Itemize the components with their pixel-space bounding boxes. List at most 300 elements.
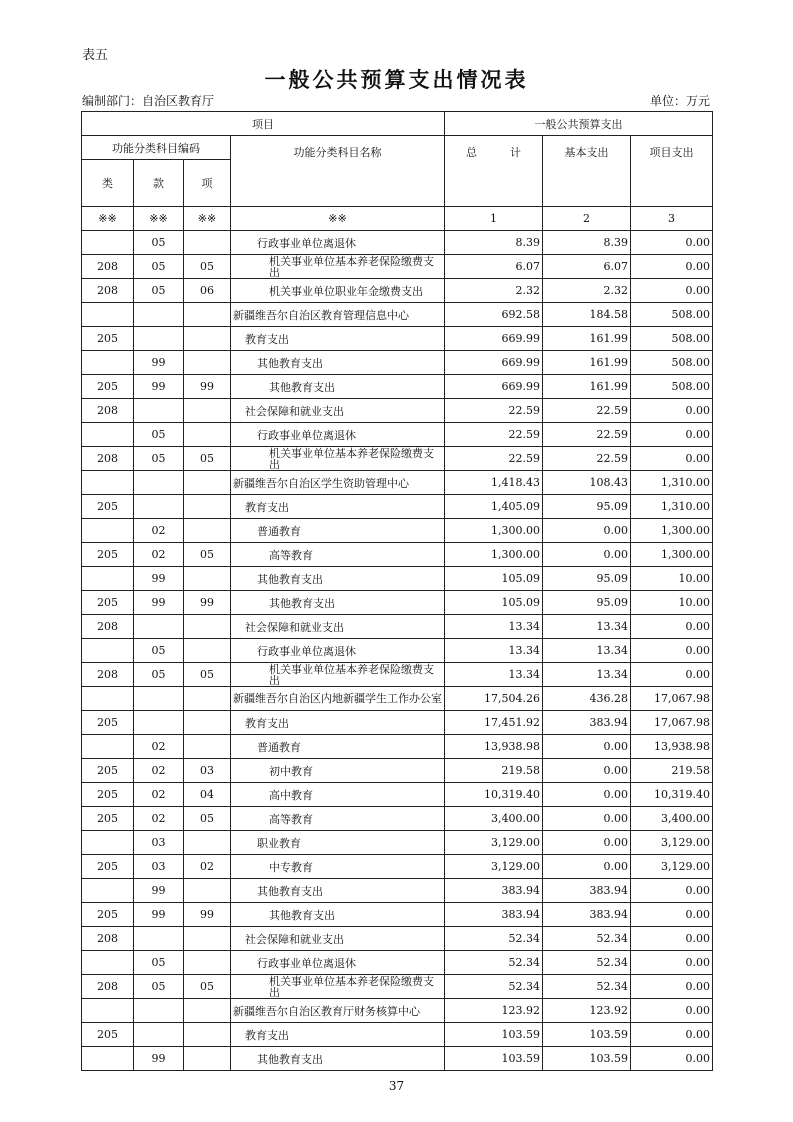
project-cell: 0.00 — [631, 663, 713, 687]
code-lei-cell: 208 — [82, 399, 134, 423]
project-cell: 3,129.00 — [631, 855, 713, 879]
code-kuan-cell — [134, 687, 184, 711]
project-cell: 0.00 — [631, 951, 713, 975]
code-kuan-cell: 03 — [134, 831, 184, 855]
code-xiang-cell — [184, 999, 231, 1023]
code-lei-cell: 205 — [82, 375, 134, 399]
basic-cell: 95.09 — [543, 567, 631, 591]
code-kuan-cell — [134, 1023, 184, 1047]
code-kuan-cell: 99 — [134, 591, 184, 615]
code-xiang-cell — [184, 495, 231, 519]
table-row — [82, 855, 713, 879]
code-lei-cell: 205 — [82, 903, 134, 927]
table-row — [82, 783, 713, 807]
code-xiang-cell: 05 — [184, 663, 231, 687]
basic-cell: 103.59 — [543, 1023, 631, 1047]
basic-cell: 108.43 — [543, 471, 631, 495]
project-cell: 17,067.98 — [631, 687, 713, 711]
project-cell: 0.00 — [631, 1023, 713, 1047]
code-kuan-cell: 03 — [134, 855, 184, 879]
total-cell: 17,504.26 — [445, 687, 543, 711]
item-name-cell: 新疆维吾尔自治区内地新疆学生工作办公室 — [231, 687, 445, 711]
total-cell: 383.94 — [445, 879, 543, 903]
code-kuan-cell — [134, 615, 184, 639]
table-row — [82, 255, 713, 279]
basic-cell: 95.09 — [543, 495, 631, 519]
project-cell: 0.00 — [631, 975, 713, 999]
code-xiang-cell — [184, 687, 231, 711]
item-name-cell: 其他教育支出 — [231, 375, 445, 399]
code-xiang-cell: 05 — [184, 975, 231, 999]
total-cell: 1,300.00 — [445, 543, 543, 567]
code-xiang-cell: 99 — [184, 903, 231, 927]
header-code-group: 功能分类科目编码 — [82, 136, 231, 160]
basic-cell: 95.09 — [543, 591, 631, 615]
basic-cell: 123.92 — [543, 999, 631, 1023]
total-cell: 17,451.92 — [445, 711, 543, 735]
code-lei-cell — [82, 879, 134, 903]
code-kuan-cell — [134, 303, 184, 327]
total-cell: 103.59 — [445, 1047, 543, 1071]
basic-cell: 52.34 — [543, 975, 631, 999]
total-cell: 22.59 — [445, 399, 543, 423]
project-cell: 508.00 — [631, 327, 713, 351]
code-kuan-cell — [134, 927, 184, 951]
table-row — [82, 495, 713, 519]
code-xiang-cell — [184, 231, 231, 255]
total-cell: 383.94 — [445, 903, 543, 927]
code-xiang-cell — [184, 399, 231, 423]
table-row — [82, 759, 713, 783]
item-name-cell: 机关事业单位基本养老保险缴费支出 — [231, 255, 445, 279]
code-lei-cell: 205 — [82, 783, 134, 807]
project-cell: 17,067.98 — [631, 711, 713, 735]
code-xiang-cell — [184, 351, 231, 375]
code-lei-cell: 205 — [82, 759, 134, 783]
code-kuan-cell: 02 — [134, 543, 184, 567]
mark-kuan: ※※ — [134, 207, 184, 231]
item-name-cell: 其他教育支出 — [231, 903, 445, 927]
item-name-cell: 社会保障和就业支出 — [231, 927, 445, 951]
item-name-cell: 中专教育 — [231, 855, 445, 879]
basic-cell: 22.59 — [543, 423, 631, 447]
table-row — [82, 231, 713, 255]
code-xiang-cell: 02 — [184, 855, 231, 879]
code-kuan-cell: 99 — [134, 375, 184, 399]
code-lei-cell: 205 — [82, 711, 134, 735]
project-cell: 0.00 — [631, 279, 713, 303]
code-kuan-cell: 05 — [134, 447, 184, 471]
total-cell: 52.34 — [445, 927, 543, 951]
code-kuan-cell: 05 — [134, 279, 184, 303]
table-row — [82, 1023, 713, 1047]
item-name-cell: 其他教育支出 — [231, 351, 445, 375]
total-cell: 13,938.98 — [445, 735, 543, 759]
code-lei-cell: 208 — [82, 615, 134, 639]
basic-cell: 0.00 — [543, 783, 631, 807]
code-lei-cell — [82, 519, 134, 543]
total-cell: 103.59 — [445, 1023, 543, 1047]
basic-cell: 161.99 — [543, 327, 631, 351]
basic-cell: 436.28 — [543, 687, 631, 711]
code-kuan-cell — [134, 495, 184, 519]
table-row — [82, 351, 713, 375]
total-cell: 22.59 — [445, 447, 543, 471]
table-row — [82, 735, 713, 759]
basic-cell: 0.00 — [543, 543, 631, 567]
total-cell: 2.32 — [445, 279, 543, 303]
total-cell: 105.09 — [445, 567, 543, 591]
project-cell: 0.00 — [631, 399, 713, 423]
code-kuan-cell: 05 — [134, 231, 184, 255]
code-xiang-cell — [184, 303, 231, 327]
code-kuan-cell: 99 — [134, 879, 184, 903]
basic-cell: 52.34 — [543, 951, 631, 975]
item-name-cell: 机关事业单位基本养老保险缴费支出 — [231, 975, 445, 999]
total-cell: 1,418.43 — [445, 471, 543, 495]
code-kuan-cell — [134, 399, 184, 423]
table-row — [82, 567, 713, 591]
code-lei-cell: 205 — [82, 495, 134, 519]
code-lei-cell — [82, 567, 134, 591]
basic-cell: 103.59 — [543, 1047, 631, 1071]
code-lei-cell: 208 — [82, 447, 134, 471]
item-name-cell: 教育支出 — [231, 1023, 445, 1047]
item-name-cell: 机关事业单位基本养老保险缴费支出 — [231, 663, 445, 687]
code-xiang-cell: 99 — [184, 375, 231, 399]
mark-xiang: ※※ — [184, 207, 231, 231]
basic-cell: 52.34 — [543, 927, 631, 951]
basic-cell: 0.00 — [543, 519, 631, 543]
index-2: 2 — [543, 207, 631, 231]
code-xiang-cell — [184, 927, 231, 951]
table-row — [82, 831, 713, 855]
item-name-cell: 社会保障和就业支出 — [231, 399, 445, 423]
basic-cell: 6.07 — [543, 255, 631, 279]
total-cell: 669.99 — [445, 351, 543, 375]
item-name-cell: 行政事业单位离退休 — [231, 231, 445, 255]
item-name-cell: 高中教育 — [231, 783, 445, 807]
page-number: 37 — [388, 1079, 405, 1093]
code-lei-cell: 208 — [82, 663, 134, 687]
code-xiang-cell — [184, 1023, 231, 1047]
index-3: 3 — [631, 207, 713, 231]
basic-cell: 0.00 — [543, 831, 631, 855]
item-name-cell: 高等教育 — [231, 543, 445, 567]
table-row — [82, 711, 713, 735]
department-label: 编制部门：自治区教育厅 — [82, 94, 215, 108]
total-cell: 10,319.40 — [445, 783, 543, 807]
code-lei-cell: 205 — [82, 591, 134, 615]
table-row — [82, 591, 713, 615]
code-lei-cell: 205 — [82, 807, 134, 831]
project-cell: 219.58 — [631, 759, 713, 783]
code-xiang-cell: 06 — [184, 279, 231, 303]
basic-cell: 13.34 — [543, 639, 631, 663]
project-cell: 0.00 — [631, 255, 713, 279]
code-xiang-cell — [184, 711, 231, 735]
project-cell: 10,319.40 — [631, 783, 713, 807]
code-kuan-cell: 02 — [134, 735, 184, 759]
code-kuan-cell: 05 — [134, 255, 184, 279]
code-kuan-cell: 99 — [134, 1047, 184, 1071]
item-name-cell: 高等教育 — [231, 807, 445, 831]
project-cell: 1,310.00 — [631, 471, 713, 495]
item-name-cell: 其他教育支出 — [231, 879, 445, 903]
code-lei-cell — [82, 735, 134, 759]
total-cell: 692.58 — [445, 303, 543, 327]
basic-cell: 0.00 — [543, 807, 631, 831]
project-cell: 13,938.98 — [631, 735, 713, 759]
code-xiang-cell: 03 — [184, 759, 231, 783]
header-basic: 基本支出 — [543, 136, 631, 207]
table-row — [82, 687, 713, 711]
header-xiang: 项 — [184, 160, 231, 207]
code-lei-cell — [82, 999, 134, 1023]
basic-cell: 13.34 — [543, 615, 631, 639]
project-cell: 1,300.00 — [631, 519, 713, 543]
basic-cell: 383.94 — [543, 879, 631, 903]
code-lei-cell: 205 — [82, 1023, 134, 1047]
code-xiang-cell: 04 — [184, 783, 231, 807]
code-kuan-cell: 02 — [134, 519, 184, 543]
total-cell: 105.09 — [445, 591, 543, 615]
code-xiang-cell — [184, 519, 231, 543]
project-cell: 0.00 — [631, 447, 713, 471]
basic-cell: 0.00 — [543, 855, 631, 879]
code-xiang-cell — [184, 423, 231, 447]
code-xiang-cell — [184, 471, 231, 495]
code-lei-cell — [82, 951, 134, 975]
code-xiang-cell: 05 — [184, 807, 231, 831]
table-row — [82, 1047, 713, 1071]
mark-name: ※※ — [231, 207, 445, 231]
code-xiang-cell — [184, 327, 231, 351]
table-body — [82, 231, 713, 1071]
header-lei: 类 — [82, 160, 134, 207]
item-name-cell: 初中教育 — [231, 759, 445, 783]
code-kuan-cell: 05 — [134, 975, 184, 999]
code-lei-cell: 208 — [82, 279, 134, 303]
project-cell: 0.00 — [631, 1047, 713, 1071]
total-cell: 3,129.00 — [445, 855, 543, 879]
project-cell: 0.00 — [631, 423, 713, 447]
code-kuan-cell: 99 — [134, 351, 184, 375]
total-cell: 22.59 — [445, 423, 543, 447]
item-name-cell: 其他教育支出 — [231, 591, 445, 615]
item-name-cell: 普通教育 — [231, 735, 445, 759]
item-name-cell: 普通教育 — [231, 519, 445, 543]
item-name-cell: 行政事业单位离退休 — [231, 639, 445, 663]
code-lei-cell — [82, 639, 134, 663]
index-1: 1 — [445, 207, 543, 231]
total-cell: 3,129.00 — [445, 831, 543, 855]
basic-cell: 383.94 — [543, 711, 631, 735]
header-name: 功能分类科目名称 — [231, 136, 445, 207]
code-kuan-cell — [134, 999, 184, 1023]
total-cell: 52.34 — [445, 975, 543, 999]
item-name-cell: 其他教育支出 — [231, 1047, 445, 1071]
header-budget: 一般公共预算支出 — [445, 112, 713, 136]
table-row — [82, 999, 713, 1023]
header-project: 项目 — [82, 112, 445, 136]
total-cell: 1,405.09 — [445, 495, 543, 519]
table-tag: 表五 — [82, 48, 109, 63]
item-name-cell: 新疆维吾尔自治区教育管理信息中心 — [231, 303, 445, 327]
table-row — [82, 423, 713, 447]
code-kuan-cell: 99 — [134, 903, 184, 927]
basic-cell: 161.99 — [543, 351, 631, 375]
code-lei-cell — [82, 687, 134, 711]
total-cell: 13.34 — [445, 663, 543, 687]
total-cell: 1,300.00 — [445, 519, 543, 543]
basic-cell: 0.00 — [543, 759, 631, 783]
code-lei-cell: 205 — [82, 543, 134, 567]
table-row — [82, 663, 713, 687]
code-xiang-cell — [184, 735, 231, 759]
total-cell: 669.99 — [445, 327, 543, 351]
project-cell: 0.00 — [631, 999, 713, 1023]
code-xiang-cell: 05 — [184, 255, 231, 279]
basic-cell: 161.99 — [543, 375, 631, 399]
code-xiang-cell — [184, 951, 231, 975]
header-kuan: 款 — [134, 160, 184, 207]
table-row — [82, 927, 713, 951]
code-lei-cell: 208 — [82, 975, 134, 999]
basic-cell: 8.39 — [543, 231, 631, 255]
table-row — [82, 951, 713, 975]
code-kuan-cell — [134, 471, 184, 495]
table-row — [82, 807, 713, 831]
code-kuan-cell: 05 — [134, 423, 184, 447]
basic-cell: 383.94 — [543, 903, 631, 927]
code-xiang-cell: 99 — [184, 591, 231, 615]
code-lei-cell — [82, 1047, 134, 1071]
project-cell: 10.00 — [631, 591, 713, 615]
project-cell: 508.00 — [631, 375, 713, 399]
code-lei-cell — [82, 423, 134, 447]
table-row — [82, 903, 713, 927]
project-cell: 0.00 — [631, 639, 713, 663]
code-lei-cell — [82, 231, 134, 255]
table-row — [82, 399, 713, 423]
code-kuan-cell: 02 — [134, 807, 184, 831]
code-xiang-cell — [184, 1047, 231, 1071]
table-row — [82, 615, 713, 639]
project-cell: 0.00 — [631, 879, 713, 903]
project-cell: 3,129.00 — [631, 831, 713, 855]
basic-cell: 184.58 — [543, 303, 631, 327]
total-cell: 13.34 — [445, 639, 543, 663]
table-row — [82, 303, 713, 327]
item-name-cell: 机关事业单位基本养老保险缴费支出 — [231, 447, 445, 471]
item-name-cell: 教育支出 — [231, 711, 445, 735]
item-name-cell: 社会保障和就业支出 — [231, 615, 445, 639]
item-name-cell: 职业教育 — [231, 831, 445, 855]
total-cell: 669.99 — [445, 375, 543, 399]
code-kuan-cell — [134, 711, 184, 735]
table-row — [82, 327, 713, 351]
project-cell: 1,310.00 — [631, 495, 713, 519]
project-cell: 0.00 — [631, 927, 713, 951]
code-kuan-cell: 05 — [134, 663, 184, 687]
table-row — [82, 639, 713, 663]
project-cell: 1,300.00 — [631, 543, 713, 567]
item-name-cell: 其他教育支出 — [231, 567, 445, 591]
code-kuan-cell: 99 — [134, 567, 184, 591]
project-cell: 508.00 — [631, 303, 713, 327]
unit-label: 单位：万元 — [649, 94, 710, 108]
header-proj: 项目支出 — [631, 136, 713, 207]
code-kuan-cell: 05 — [134, 951, 184, 975]
code-xiang-cell — [184, 567, 231, 591]
code-xiang-cell — [184, 615, 231, 639]
code-lei-cell: 208 — [82, 255, 134, 279]
item-name-cell: 新疆维吾尔自治区学生资助管理中心 — [231, 471, 445, 495]
budget-table — [81, 111, 713, 1071]
total-cell: 52.34 — [445, 951, 543, 975]
code-lei-cell: 205 — [82, 855, 134, 879]
code-lei-cell: 208 — [82, 927, 134, 951]
table-row — [82, 447, 713, 471]
code-lei-cell — [82, 303, 134, 327]
table-row — [82, 375, 713, 399]
project-cell: 0.00 — [631, 903, 713, 927]
page-title: 一般公共预算支出情况表 — [264, 67, 529, 92]
basic-cell: 0.00 — [543, 735, 631, 759]
code-lei-cell: 205 — [82, 327, 134, 351]
project-cell: 508.00 — [631, 351, 713, 375]
total-cell: 13.34 — [445, 615, 543, 639]
basic-cell: 22.59 — [543, 399, 631, 423]
total-cell: 8.39 — [445, 231, 543, 255]
table-row — [82, 519, 713, 543]
code-xiang-cell — [184, 879, 231, 903]
table-row — [82, 279, 713, 303]
code-kuan-cell: 02 — [134, 759, 184, 783]
total-cell: 6.07 — [445, 255, 543, 279]
table-row — [82, 975, 713, 999]
header-total: 总 计 — [445, 136, 543, 207]
basic-cell: 22.59 — [543, 447, 631, 471]
code-lei-cell — [82, 351, 134, 375]
item-name-cell: 行政事业单位离退休 — [231, 951, 445, 975]
code-lei-cell — [82, 471, 134, 495]
basic-cell: 2.32 — [543, 279, 631, 303]
item-name-cell: 机关事业单位职业年金缴费支出 — [231, 279, 445, 303]
total-cell: 3,400.00 — [445, 807, 543, 831]
code-kuan-cell: 02 — [134, 783, 184, 807]
item-name-cell: 教育支出 — [231, 327, 445, 351]
basic-cell: 13.34 — [543, 663, 631, 687]
code-kuan-cell: 05 — [134, 639, 184, 663]
item-name-cell: 行政事业单位离退休 — [231, 423, 445, 447]
code-kuan-cell — [134, 327, 184, 351]
mark-lei: ※※ — [82, 207, 134, 231]
total-cell: 219.58 — [445, 759, 543, 783]
item-name-cell: 教育支出 — [231, 495, 445, 519]
code-xiang-cell: 05 — [184, 447, 231, 471]
total-cell: 123.92 — [445, 999, 543, 1023]
project-cell: 3,400.00 — [631, 807, 713, 831]
project-cell: 0.00 — [631, 231, 713, 255]
code-xiang-cell — [184, 639, 231, 663]
project-cell: 10.00 — [631, 567, 713, 591]
item-name-cell: 新疆维吾尔自治区教育厅财务核算中心 — [231, 999, 445, 1023]
table-row — [82, 471, 713, 495]
table-row — [82, 543, 713, 567]
code-xiang-cell: 05 — [184, 543, 231, 567]
